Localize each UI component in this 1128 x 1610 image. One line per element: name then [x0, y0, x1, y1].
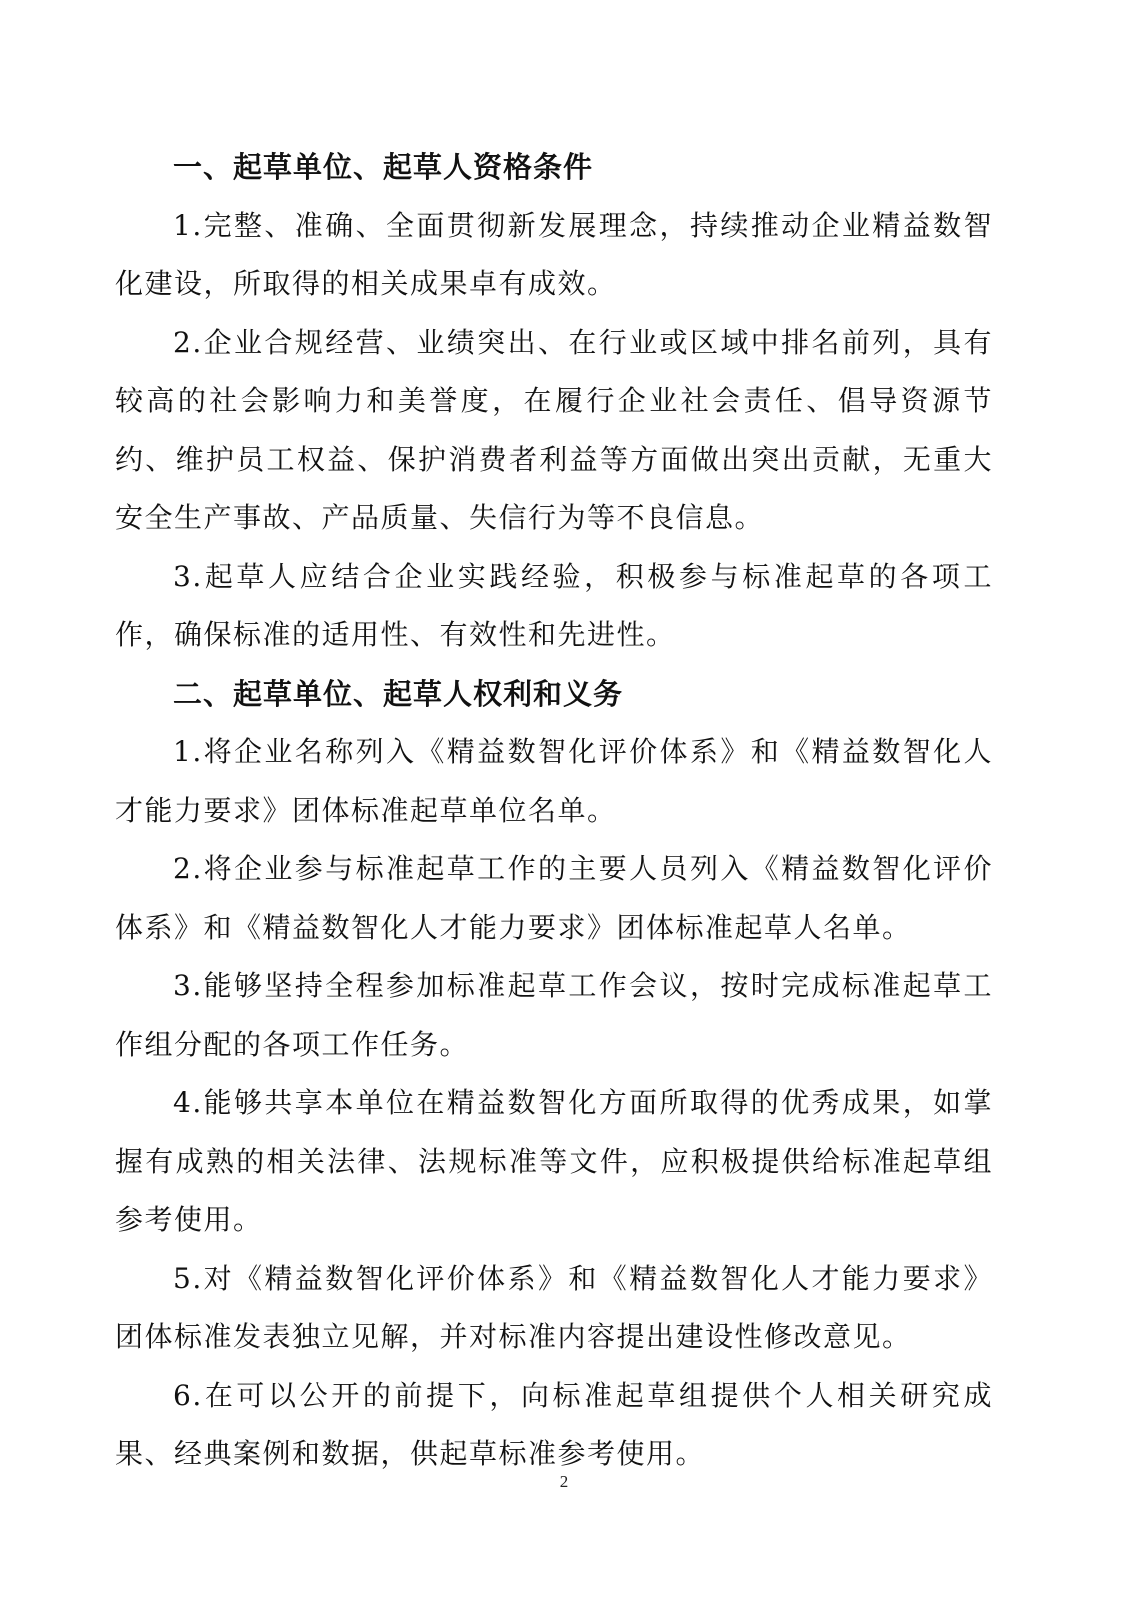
section-heading: 一、起草单位、起草人资格条件 [173, 150, 594, 184]
paragraph: 2.企业合规经营、业绩突出、在行业或区域中排名前列，具有较高的社会影响力和美誉度，在履行企业社会责任、倡导资源节约、维护员工权益、保护消费者利益等方面做出突出贡献，无重大安全生产事故、产品质量、失信行为等不良信息。 [115, 325, 993, 534]
paragraph: 5.对《精益数智化评价体系》和《精益数智化人才能力要求》团体标准发表独立见解，并对标准内容提出建设性修改意见。 [115, 1261, 993, 1353]
document-page [115, 138, 993, 1484]
paragraph: 6.在可以公开的前提下，向标准起草组提供个人相关研究成果、经典案例和数据，供起草标准参考使用。 [115, 1378, 993, 1470]
paragraph: 1.将企业名称列入《精益数智化评价体系》和《精益数智化人才能力要求》团体标准起草单位名单。 [115, 735, 993, 827]
section-qualifications [115, 138, 993, 665]
paragraph: 3.能够坚持全程参加标准起草工作会议，按时完成标准起草工作组分配的各项工作任务。 [115, 969, 993, 1061]
paragraph: 2.将企业参与标准起草工作的主要人员列入《精益数智化评价体系》和《精益数智化人才能力要求》团体标准起草人名单。 [115, 852, 993, 944]
section-heading: 二、起草单位、起草人权利和义务 [173, 676, 624, 711]
page-number: 2 [559, 1472, 569, 1491]
section-rights-obligations [115, 665, 993, 1484]
paragraph: 4.能够共享本单位在精益数智化方面所取得的优秀成果，如掌握有成熟的相关法律、法规标准等文件，应积极提供给标准起草组参考使用。 [115, 1086, 993, 1236]
paragraph: 3.起草人应结合企业实践经验，积极参与标准起草的各项工作，确保标准的适用性、有效性和先进性。 [115, 559, 993, 651]
paragraph: 1.完整、准确、全面贯彻新发展理念，持续推动企业精益数智化建设，所取得的相关成果卓有成效。 [115, 208, 993, 300]
